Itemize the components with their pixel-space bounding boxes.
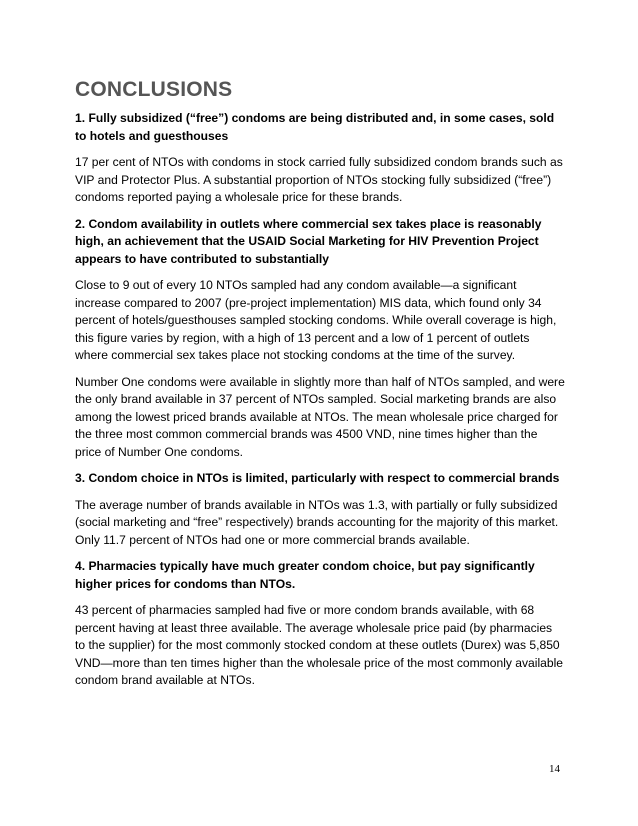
section-paragraph: 17 per cent of NTOs with condoms in stock carried fully subsidized condom brands such as VIP and Protector Plus. A substantial proportion of NTOs stocking fully subsidized (“free”) condoms reported paying a wholesale price for these brands. <box>75 155 563 204</box>
section-heading: 4. Pharmacies typically have much greater condom choice, but pay significantly higher prices for condoms than NTOs. <box>75 559 535 591</box>
section-heading: 1. Fully subsidized (“free”) condoms are being distributed and, in some cases, sold to hotels and guesthouses <box>75 111 555 143</box>
page-title: CONCLUSIONS <box>75 78 233 101</box>
section-paragraph: The average number of brands available in NTOs was 1.3, with partially or fully subsidized (social marketing and “free” respectively) brands accounting for the majority of this market. Only 11.7 percent of NTOs had one or more commercial brands available. <box>75 497 559 547</box>
conclusion-section-4 <box>75 558 565 690</box>
conclusion-section-1 <box>75 110 565 216</box>
section-paragraph: Number One condoms were available in slightly more than half of NTOs sampled, and were the only brand available in 37 percent of NTOs sampled. Social marketing brands are also among the lowest priced brands available at NTOs. The mean wholesale price charged for the three most common commercial brands was 4500 VND, nine times higher than the price of Number One condoms. <box>75 374 565 459</box>
page-number: 14 <box>549 763 560 775</box>
section-paragraph: Close to 9 out of every 10 NTOs sampled had any condom available—a significant increase compared to 2007 (pre-project implementation) MIS data, which found only 34 percent of hotels/guesthouses sampled stocking condoms. While overall coverage is high, this figure varies by region, with a high of 13 percent and a low of 1 percent of outlets where commercial sex takes place not stocking condoms at the time of the survey. <box>75 278 557 362</box>
section-heading: 2. Condom availability in outlets where commercial sex takes place is reasonably high, an achievement that the USAID Social Marketing for HIV Prevention Project appears to have contributed to substantially <box>75 216 542 266</box>
page-content <box>75 76 565 690</box>
conclusion-section-3 <box>75 470 565 558</box>
section-heading: 3. Condom choice in NTOs is limited, particularly with respect to commercial brands <box>75 471 560 485</box>
conclusion-section-2 <box>75 216 565 471</box>
section-paragraph: 43 percent of pharmacies sampled had five or more condom brands available, with 68 percent having at least three available. The average wholesale price paid (by pharmacies to the supplier) for the most commonly stocked condom at these outlets (Durex) was 5,850 VND—more than ten times higher than the wholesale price of the most commonly available condom brand available at NTOs. <box>75 603 564 687</box>
